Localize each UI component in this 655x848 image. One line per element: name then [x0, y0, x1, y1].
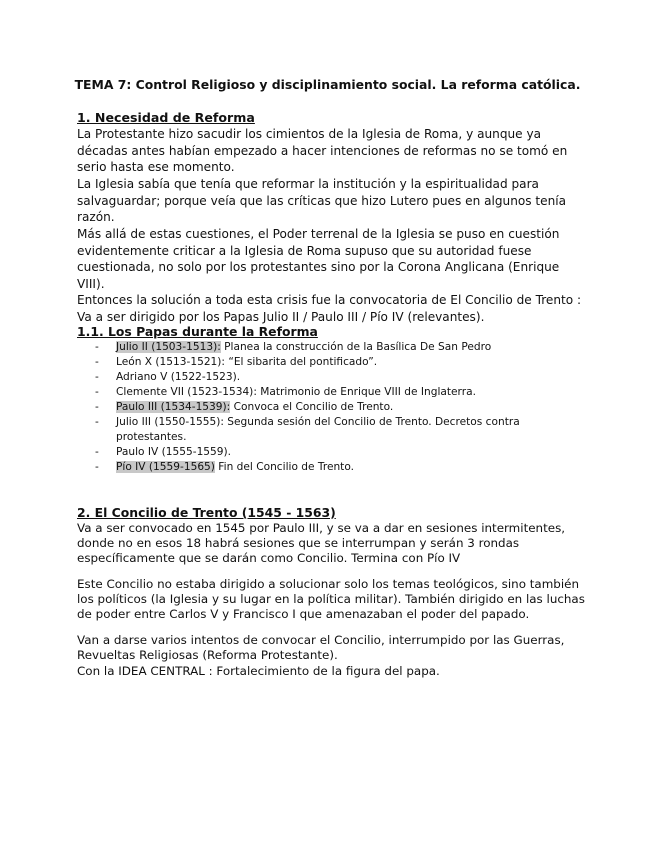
section-2-paragraph-1: Va a ser convocado en 1545 por Paulo III, y se va a dar en sesiones intermitentes, donde no en esos 18 habrá sesiones que se interrumpan y serán 3 rondas específicamente que se darán como Concilio. Termina con Pío IV [77, 521, 566, 566]
bullet-dash: - [95, 416, 99, 428]
section-1-heading: 1. Necesidad de Reforma [77, 110, 255, 125]
popes-list [95, 340, 555, 475]
section-1-paragraph-1: La Protestante hizo sacudir los cimientos de la Iglesia de Roma, y aunque ya décadas antes habían empezado a hacer intenciones de reformas no se tomó en serio hasta ese momento. [77, 127, 568, 175]
section-1-paragraph-2: La Iglesia sabía que tenía que reformar la institución y la espiritualidad para salvaguardar; porque veía que las críticas que hizo Lutero pues en algunos tenía razón. [77, 177, 567, 225]
subsection-1-1-heading: 1.1. Los Papas durante la Reforma [77, 324, 318, 339]
list-item [95, 370, 555, 385]
list-item [95, 415, 555, 445]
list-item [95, 445, 555, 460]
bullet-dash: - [95, 386, 99, 398]
bullet-dash: - [95, 371, 99, 383]
section-2-heading: 2. El Concilio de Trento (1545 - 1563) [77, 505, 336, 520]
list-item-text: Julio III (1550-1555): Segunda sesión del Concilio de Trento. Decretos contra protestantes. [116, 416, 520, 443]
list-item-text: Convoca el Concilio de Trento. [230, 401, 394, 413]
bullet-dash: - [95, 341, 99, 353]
section-2-paragraph-2: Este Concilio no estaba dirigido a solucionar solo los temas teológicos, sino también los políticos (la Iglesia y su lugar en la política militar). También dirigido en las luchas de poder entre Carlos V y Francisco I que amenazaban el poder del papado. [77, 577, 585, 622]
highlighted-text: Paulo III (1534-1539): [116, 401, 231, 413]
highlighted-text: Pío IV (1559-1565) [116, 461, 215, 473]
list-item-text: Planea la construcción de la Basílica De San Pedro [220, 341, 492, 353]
list-item-text: Adriano V (1522-1523). [116, 371, 241, 383]
list-item-text: Fin del Concilio de Trento. [214, 461, 354, 473]
bullet-dash: - [95, 401, 99, 413]
bullet-dash: - [95, 461, 99, 473]
list-item [95, 385, 555, 400]
section-1-paragraph-4: Entonces la solución a toda esta crisis fue la convocatoria de El Concilio de Trento : Va a ser dirigido por los Papas Julio II / Paulo III / Pío IV (relevantes). [77, 293, 582, 324]
list-item-text: Paulo IV (1555-1559). [116, 446, 232, 458]
list-item [95, 355, 555, 370]
section-2-paragraph-4: Con la IDEA CENTRAL : Fortalecimiento de la figura del papa. [77, 664, 440, 678]
document-title: TEMA 7: Control Religioso y disciplinamiento social. La reforma católica. [74, 77, 581, 92]
list-item [95, 340, 555, 355]
list-item-text: León X (1513-1521): “El sibarita del pontificado”. [116, 356, 378, 368]
list-item [95, 400, 555, 415]
list-item-text: Clemente VII (1523-1534): Matrimonio de Enrique VIII de Inglaterra. [116, 386, 476, 398]
bullet-dash: - [95, 446, 99, 458]
section-1-paragraph-3: Más allá de estas cuestiones, el Poder terrenal de la Iglesia se puso en cuestión evidentemente criticar a la Iglesia de Roma supuso que su autoridad fuese cuestionada, no solo por los protestantes sino por la Corona Anglicana (Enrique VIII). [77, 227, 560, 291]
bullet-dash: - [95, 356, 99, 368]
section-2-paragraph-3: Van a darse varios intentos de convocar el Concilio, interrumpido por las Guerras, Revueltas Religiosas (Reforma Protestante). [77, 633, 565, 663]
list-item [95, 460, 555, 475]
highlighted-text: Julio II (1503-1513): [116, 341, 221, 353]
